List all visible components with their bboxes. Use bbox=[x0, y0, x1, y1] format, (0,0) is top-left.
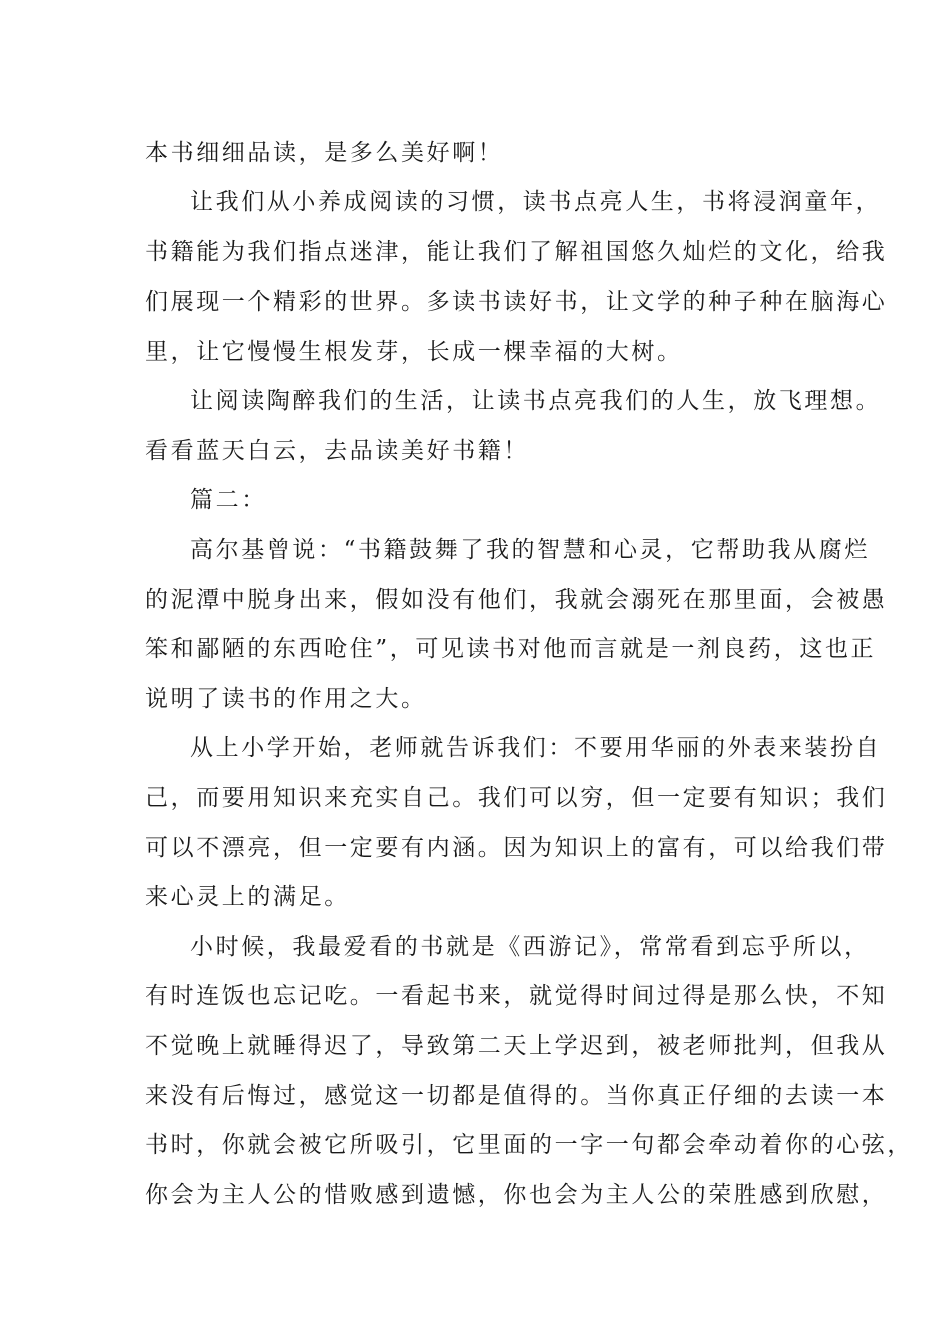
text-line: 来心灵上的满足。 bbox=[145, 884, 350, 910]
text-line: 说明了读书的作用之大。 bbox=[145, 686, 427, 712]
text-line: 笨和鄙陋的东西呛住”，可见读书对他而言就是一剂良药，这也正 bbox=[145, 636, 877, 662]
section-heading: 篇二： bbox=[190, 487, 267, 513]
paragraph-start-line: 高尔基曾说：“书籍鼓舞了我的智慧和心灵，它帮助我从腐烂 bbox=[190, 537, 870, 563]
paragraph-start-line: 让我们从小养成阅读的习惯，读书点亮人生，书将浸润童年， bbox=[190, 189, 882, 215]
paragraph-start-line: 小时候，我最爱看的书就是《西游记》，常常看到忘乎所以， bbox=[190, 934, 870, 960]
paragraph-start-line: 让阅读陶醉我们的生活，让读书点亮我们的人生，放飞理想。 bbox=[190, 388, 882, 414]
text-line: 有时连饭也忘记吃。一看起书来，就觉得时间过得是那么快，不知 bbox=[145, 983, 888, 1009]
text-line: 书籍能为我们指点迷津，能让我们了解祖国悠久灿烂的文化，给我 bbox=[145, 239, 888, 265]
text-line: 们展现一个精彩的世界。多读书读好书，让文学的种子种在脑海心 bbox=[145, 289, 888, 315]
text-line: 书时，你就会被它所吸引，它里面的一字一句都会牵动着你的心弦， bbox=[145, 1132, 913, 1158]
paragraph-start-line: 从上小学开始，老师就告诉我们：不要用华丽的外表来装扮自 bbox=[190, 735, 882, 761]
text-line: 看看蓝天白云，去品读美好书籍！ bbox=[145, 438, 529, 464]
text-line: 本书细细品读，是多么美好啊！ bbox=[145, 140, 504, 166]
text-line: 己，而要用知识来充实自己。我们可以穷，但一定要有知识；我们 bbox=[145, 785, 888, 811]
text-line: 你会为主人公的惜败感到遗憾，你也会为主人公的荣胜感到欣慰， bbox=[145, 1182, 888, 1208]
text-line: 不觉晚上就睡得迟了，导致第二天上学迟到，被老师批判，但我从 bbox=[145, 1033, 888, 1059]
text-line: 里，让它慢慢生根发芽，长成一棵幸福的大树。 bbox=[145, 339, 683, 365]
text-line: 来没有后悔过，感觉这一切都是值得的。当你真正仔细的去读一本 bbox=[145, 1083, 888, 1109]
text-line: 的泥潭中脱身出来，假如没有他们，我就会溺死在那里面，会被愚 bbox=[145, 587, 888, 613]
text-line: 可以不漂亮，但一定要有内涵。因为知识上的富有，可以给我们带 bbox=[145, 835, 888, 861]
